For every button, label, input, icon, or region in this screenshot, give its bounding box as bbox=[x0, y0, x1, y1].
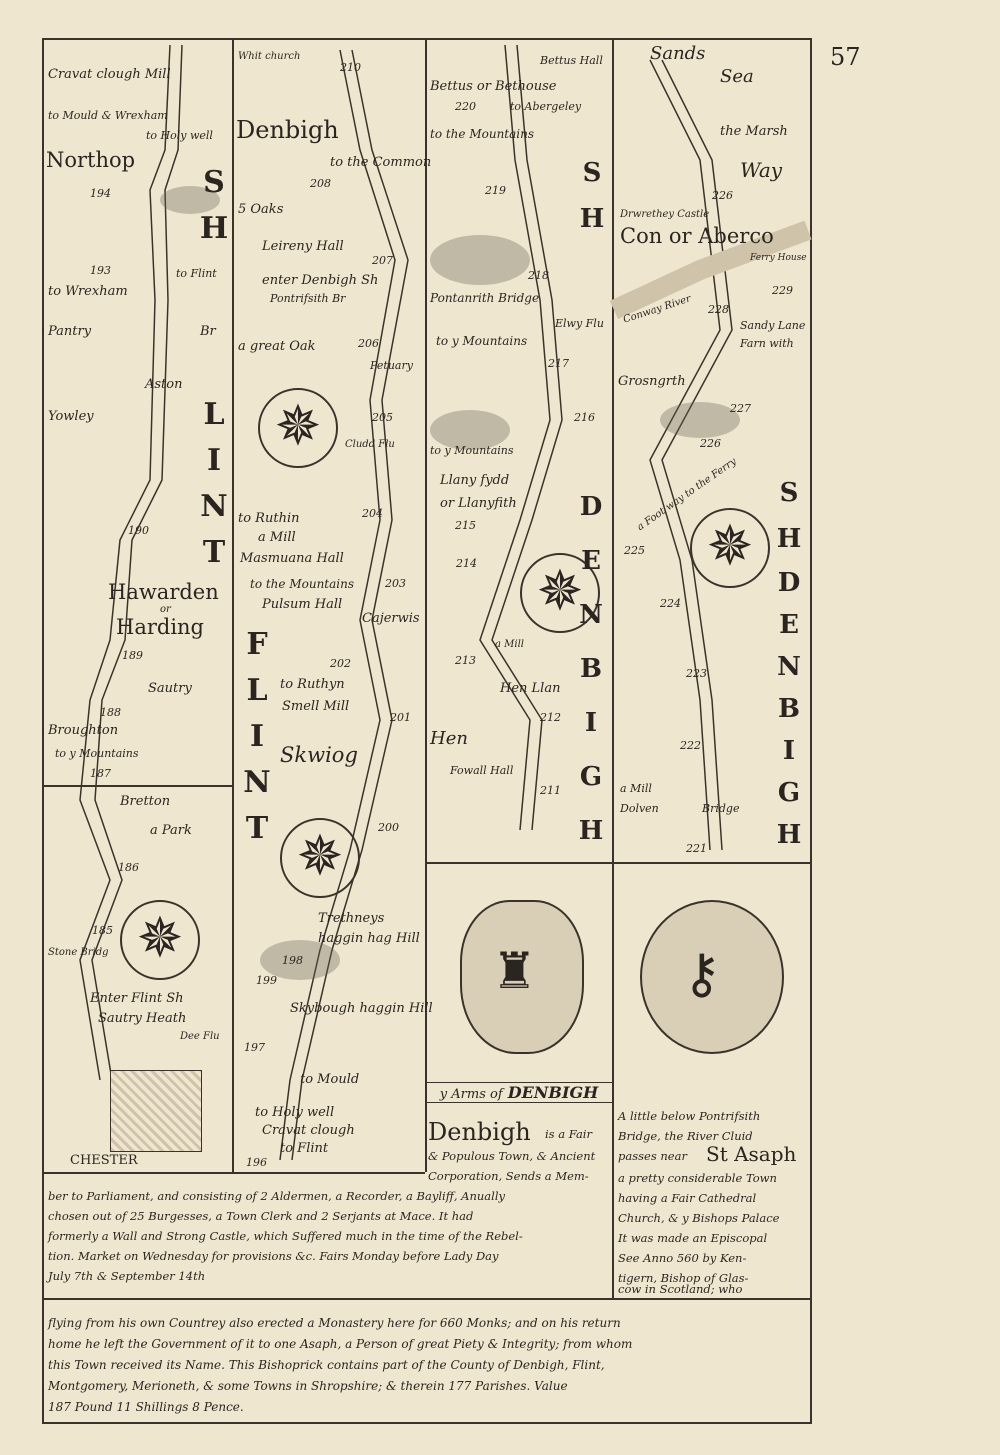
place-label: Sandy Lane bbox=[740, 319, 806, 332]
text-line: tion. Market on Wednesday for provisions &c. Fairs Monday before Lady Day bbox=[48, 1249, 499, 1263]
county-label: DENBIGH bbox=[776, 568, 802, 850]
text-line: this Town received its Name. This Bishoprick contains part of the County of Denbigh, Flint, bbox=[48, 1358, 605, 1372]
place-label: Cajerwis bbox=[362, 611, 420, 626]
text-line: ber to Parliament, and consisting of 2 Aldermen, a Recorder, a Bayliff, Anually bbox=[48, 1189, 506, 1203]
milestone: 218 bbox=[528, 269, 549, 282]
place-label: Bettus or Bethouse bbox=[430, 79, 557, 94]
place-label: Way bbox=[740, 158, 783, 182]
text-line: home he left the Government of it to one Asaph, a Person of great Piety & Integrity; from whom bbox=[48, 1337, 633, 1351]
place-label: Pontanrith Bridge bbox=[430, 291, 540, 305]
county-label: LINT bbox=[200, 397, 228, 570]
place-label: to Flint bbox=[280, 1141, 329, 1156]
milestone: 208 bbox=[310, 177, 331, 190]
place-label: Leireny Hall bbox=[262, 239, 344, 254]
place-label: a Mill bbox=[620, 782, 652, 795]
place-label: to Ruthyn bbox=[280, 677, 345, 692]
place-label: Yowley bbox=[48, 409, 94, 424]
arms-caption bbox=[425, 1082, 613, 1103]
county-label: FLINT bbox=[243, 627, 271, 846]
county-label: SH bbox=[776, 478, 802, 554]
place-label: Hawarden bbox=[108, 580, 219, 604]
place-label: Sautry Heath bbox=[98, 1011, 187, 1026]
text-line: passes near bbox=[618, 1149, 687, 1163]
text-line: A little below Pontrifsith bbox=[618, 1109, 761, 1123]
place-label: a Mill bbox=[495, 639, 524, 650]
place-label: or Llanyfith bbox=[440, 496, 517, 511]
text-line: & Populous Town, & Ancient bbox=[428, 1149, 596, 1163]
milestone: 222 bbox=[680, 739, 701, 752]
milestone: 215 bbox=[455, 519, 476, 532]
place-label: Pontrifsith Br bbox=[270, 292, 346, 305]
place-label: Stone Bridg bbox=[48, 947, 109, 958]
milestone: 228 bbox=[708, 303, 729, 316]
milestone: 226 bbox=[700, 437, 721, 450]
place-label: Hen bbox=[430, 728, 468, 749]
milestone: 188 bbox=[100, 706, 121, 719]
place-label: to Holy well bbox=[146, 129, 213, 142]
castle-icon: ♜ bbox=[492, 942, 537, 1000]
place-label: Petuary bbox=[370, 359, 413, 372]
milestone: 227 bbox=[730, 402, 751, 415]
milestone: 204 bbox=[362, 507, 383, 520]
milestone: 193 bbox=[90, 264, 111, 277]
place-label: Whit church bbox=[238, 51, 301, 62]
place-label: the Marsh bbox=[720, 124, 788, 139]
text-line: 187 Pound 11 Shillings 8 Pence. bbox=[48, 1400, 244, 1414]
text-line: flying from his own Countrey also erected a Monastery here for 660 Monks; and on his return bbox=[48, 1316, 621, 1330]
place-label: Farn with bbox=[740, 337, 794, 350]
st-asaph-coat-of-arms bbox=[640, 900, 784, 1054]
milestone: 223 bbox=[686, 667, 707, 680]
milestone: 224 bbox=[660, 597, 681, 610]
place-label: to Mould bbox=[300, 1072, 360, 1087]
place-label: Skybough haggin Hill bbox=[290, 1001, 433, 1016]
place-label: to Mould & Wrexham bbox=[48, 109, 168, 122]
place-label: Bettus Hall bbox=[540, 54, 603, 67]
text-line: is a Fair bbox=[545, 1127, 592, 1141]
place-label: Hen Llan bbox=[500, 681, 561, 696]
place-label: Drwrethey Castle bbox=[620, 209, 710, 220]
milestone: 198 bbox=[282, 954, 303, 967]
text-line: cow in Scotland; who bbox=[618, 1282, 743, 1296]
milestone: 207 bbox=[372, 254, 393, 267]
milestone: 185 bbox=[92, 924, 113, 937]
milestone: 226 bbox=[712, 189, 733, 202]
milestone: 212 bbox=[540, 711, 561, 724]
place-label: to Flint bbox=[176, 267, 217, 280]
place-label: to the Mountains bbox=[250, 577, 354, 591]
text-line: having a Fair Cathedral bbox=[618, 1191, 757, 1205]
place-label: to y Mountains bbox=[55, 747, 139, 760]
place-label: Elwy Flu bbox=[555, 317, 604, 330]
text-line: chosen out of 25 Burgesses, a Town Clerk and 2 Serjants at Mace. It had bbox=[48, 1209, 474, 1223]
place-label: to Ruthin bbox=[238, 511, 300, 526]
milestone: 210 bbox=[340, 61, 361, 74]
place-label: Dolven bbox=[620, 802, 659, 815]
milestone: 225 bbox=[624, 544, 645, 557]
place-label: Skwiog bbox=[280, 743, 358, 767]
place-label: Sautry bbox=[148, 681, 192, 696]
text-line: Montgomery, Merioneth, & some Towns in Shropshire; & therein 177 Parishes. Value bbox=[48, 1379, 568, 1393]
place-label: Broughton bbox=[48, 723, 119, 738]
milestone: 196 bbox=[246, 1156, 267, 1169]
compass-rose bbox=[120, 900, 200, 980]
place-label: Fowall Hall bbox=[450, 764, 514, 777]
place-label: Cravat clough bbox=[262, 1123, 355, 1138]
milestone: 201 bbox=[390, 711, 411, 724]
milestone: 205 bbox=[372, 411, 393, 424]
text-line: See Anno 560 by Ken- bbox=[618, 1251, 747, 1265]
place-label: or bbox=[160, 604, 171, 615]
milestone: 203 bbox=[385, 577, 406, 590]
milestone: 216 bbox=[574, 411, 595, 424]
milestone: 217 bbox=[548, 357, 569, 370]
page-number: 57 bbox=[830, 43, 861, 71]
caption-prefix: y Arms of bbox=[439, 1087, 503, 1102]
place-label: Br bbox=[200, 324, 216, 339]
place-label: Bridge bbox=[702, 802, 740, 815]
place-label: Cludd Flu bbox=[345, 439, 395, 450]
denbigh-coat-of-arms bbox=[460, 900, 584, 1054]
milestone: 206 bbox=[358, 337, 379, 350]
milestone: 211 bbox=[540, 784, 561, 797]
milestone: 229 bbox=[772, 284, 793, 297]
milestone: 221 bbox=[686, 842, 707, 855]
milestone: 190 bbox=[128, 524, 149, 537]
place-label: Pulsum Hall bbox=[262, 597, 343, 612]
milestone: 213 bbox=[455, 654, 476, 667]
place-label: to the Mountains bbox=[430, 127, 534, 141]
text-line: It was made an Episcopal bbox=[618, 1231, 768, 1245]
place-label: CHESTER bbox=[70, 1153, 138, 1168]
place-label: Sea bbox=[720, 66, 754, 87]
place-label: enter Denbigh Sh bbox=[262, 273, 379, 288]
county-label: SH bbox=[579, 158, 605, 234]
crossed-keys-icon: ⚷ bbox=[682, 942, 722, 1005]
denbigh-title: Denbigh bbox=[428, 1118, 531, 1146]
city-plan-chester bbox=[110, 1070, 202, 1152]
place-label: a Foot way to the Ferry bbox=[635, 456, 739, 534]
compass-rose bbox=[690, 508, 770, 588]
place-label: Bretton bbox=[120, 794, 171, 809]
place-label: a great Oak bbox=[238, 339, 316, 354]
place-label: to Abergeley bbox=[510, 100, 582, 113]
place-label: to the Common bbox=[330, 155, 432, 170]
milestone: 214 bbox=[456, 557, 477, 570]
place-label: Ferry House bbox=[750, 253, 807, 263]
st-asaph-title: St Asaph bbox=[706, 1142, 797, 1166]
compass-rose bbox=[280, 818, 360, 898]
compass-rose bbox=[258, 388, 338, 468]
text-line: Corporation, Sends a Mem- bbox=[428, 1169, 589, 1183]
place-label: Llany fydd bbox=[440, 473, 510, 488]
place-label: Smell Mill bbox=[282, 699, 350, 714]
text-line: a pretty considerable Town bbox=[618, 1171, 777, 1185]
milestone: 219 bbox=[485, 184, 506, 197]
place-label: Dee Flu bbox=[180, 1031, 220, 1042]
place-label: a Mill bbox=[258, 530, 296, 545]
text-line: Church, & y Bishops Palace bbox=[618, 1211, 780, 1225]
milestone: 197 bbox=[244, 1041, 265, 1054]
place-label: to Wrexham bbox=[48, 284, 128, 299]
place-label: to y Mountains bbox=[436, 334, 528, 348]
place-label: Trethneys bbox=[318, 911, 385, 926]
place-label: 5 Oaks bbox=[238, 202, 284, 217]
place-label: Enter Flint Sh bbox=[90, 991, 184, 1006]
milestone: 220 bbox=[455, 100, 476, 113]
text-line: formerly a Wall and Strong Castle, which Suffered much in the time of the Rebel- bbox=[48, 1229, 523, 1243]
caption-name: DENBIGH bbox=[507, 1083, 599, 1102]
place-label: Con or Aberco bbox=[620, 224, 774, 248]
place-label: haggin hag Hill bbox=[318, 931, 420, 946]
river-label: Conway River bbox=[621, 293, 693, 326]
place-label: to y Mountains bbox=[430, 444, 514, 457]
milestone: 194 bbox=[90, 187, 111, 200]
milestone: 200 bbox=[378, 821, 399, 834]
place-label: Sands bbox=[650, 43, 706, 64]
place-label: Northop bbox=[46, 148, 136, 172]
place-label: Masmuana Hall bbox=[240, 551, 344, 566]
text-line: tigern, Bishop of Glas- bbox=[618, 1271, 749, 1285]
place-label: to Holy well bbox=[255, 1105, 335, 1120]
milestone: 202 bbox=[330, 657, 351, 670]
place-label: Aston bbox=[145, 377, 183, 392]
place-label: a Park bbox=[150, 823, 192, 838]
county-label: DENBIGH bbox=[578, 492, 604, 846]
milestone: 189 bbox=[122, 649, 143, 662]
place-label: Denbigh bbox=[236, 116, 339, 144]
place-label: Cravat clough Mill bbox=[48, 67, 171, 82]
milestone: 187 bbox=[90, 767, 111, 780]
place-label: Pantry bbox=[48, 324, 92, 339]
county-label: SH bbox=[199, 165, 229, 246]
place-label: Harding bbox=[116, 615, 204, 639]
text-line: July 7th & September 14th bbox=[48, 1269, 206, 1283]
milestone: 186 bbox=[118, 861, 139, 874]
text-line: Bridge, the River Cluid bbox=[618, 1129, 753, 1143]
milestone: 199 bbox=[256, 974, 277, 987]
place-label: Grosngrth bbox=[618, 374, 686, 389]
